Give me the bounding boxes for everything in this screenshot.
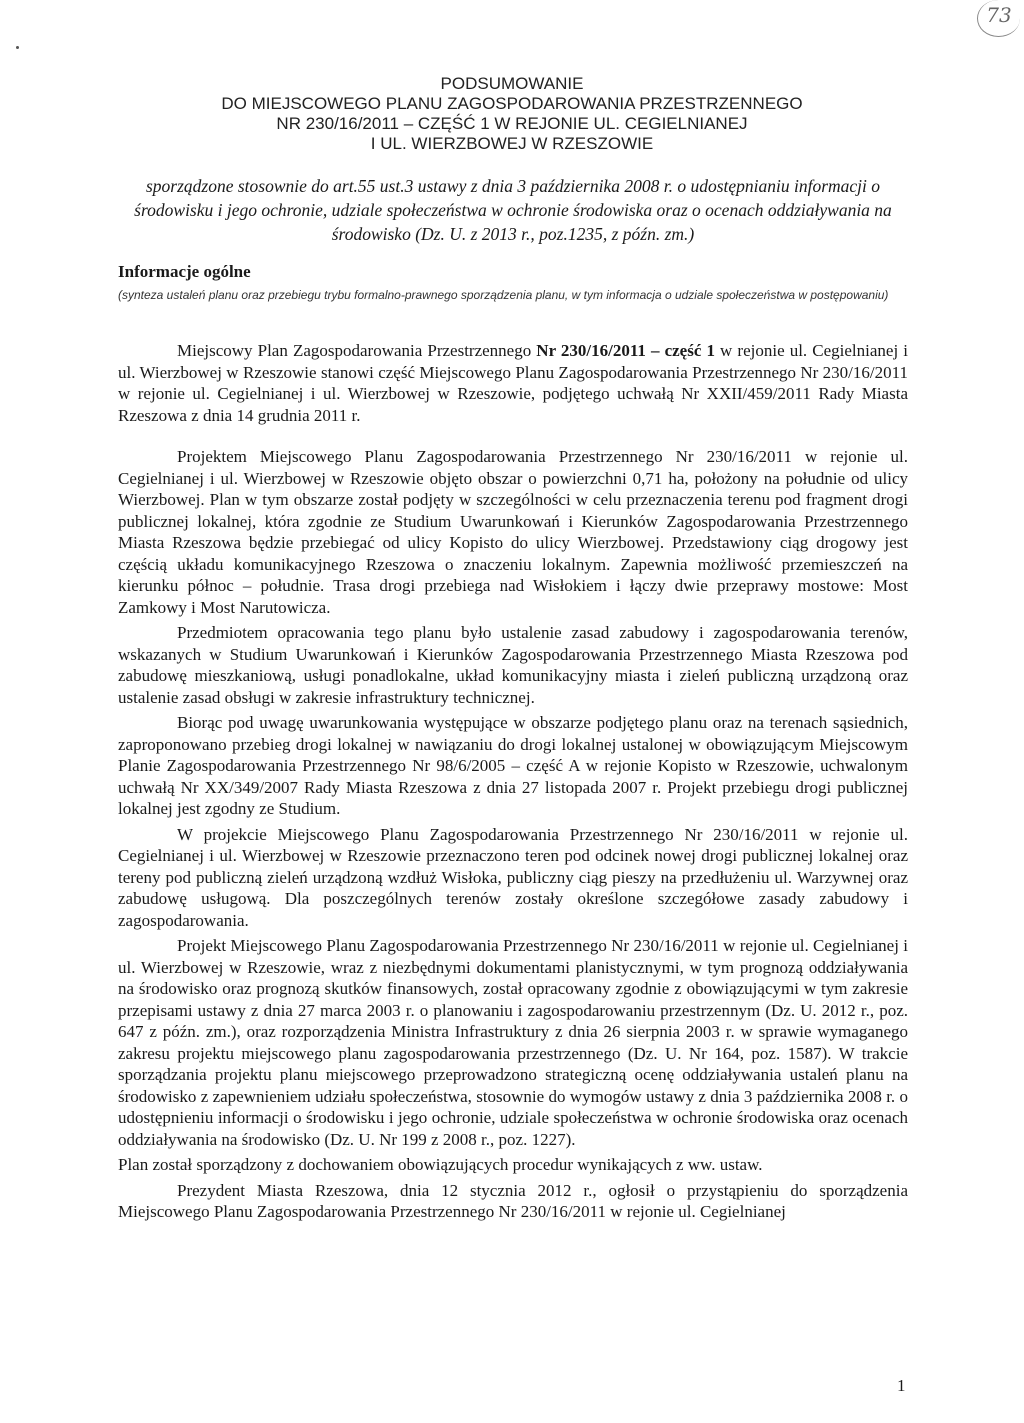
paragraph-7: Plan został sporządzony z dochowaniem obowiązujących procedur wynikających z ww. ustaw.	[118, 1155, 763, 1174]
paragraph-1-text: Miejscowy Plan Zagospodarowania Przestrzennego	[177, 341, 537, 360]
paragraph-6: Projekt Miejscowego Planu Zagospodarowania Przestrzennego Nr 230/16/2011 w rejonie ul. Cegielnianej i ul. Wierzbowej w Rzeszowie, wraz z niezbędnymi dokumentami planistycznymi, w tym prognozą oddziaływania na środowisko oraz prognozą skutków finansowych, został opracowany zgodnie z obowiązującymi w tym zakresie przepisami ustawy z dnia 27 marca 2003 r. o planowaniu i zagospodarowaniu przestrzennym (Dz. U. 2012 r., poz. 647 z późn. zm.), oraz rozporządzenia Ministra Infrastruktury z dnia 26 sierpnia 2003 r. w sprawie wymaganego zakresu projektu miejscowego planu zagospodarowania przestrzennego (Dz. U. Nr 164, poz. 1587). W trakcie sporządzania projektu planu miejscowego przeprowadzono strategiczną ocenę oddziaływania ustaleń planu na środowisko z zapewnieniem udziału społeczeństwa, stosownie do wymogów ustawy z dnia 3 października 2008 r. o udostępnieniu informacji o środowisku i jego ochronie, udziale społeczeństwa w ochronie środowiska oraz ocenach oddziaływania na środowisko (Dz. U. Nr 199 z 2008 r., poz. 1227).	[118, 936, 908, 1149]
legal-basis: sporządzone stosownie do art.55 ust.3 ustawy z dnia 3 października 2008 r. o udostępnianiu informacji o środowisku i jego ochronie, udziale społeczeństwa w ochronie środowiska oraz o ocenach oddziaływania na środowisko (Dz. U. z 2013 r., poz.1235, z późn. zm.)	[134, 176, 892, 244]
document-body	[118, 340, 908, 1227]
section-subtitle: (synteza ustaleń planu oraz przebiegu trybu formalno-prawnego sporządzenia planu, w tym informacja o udziale społeczeństwa w postępowaniu)	[118, 288, 889, 302]
paragraph-5: W projekcie Miejscowego Planu Zagospodarowania Przestrzennego Nr 230/16/2011 w rejonie ul. Cegielnianej i ul. Wierzbowej w Rzeszowie przeznaczono teren pod odcinek nowej drogi publicznej lokalnej oraz tereny pod publiczną zieleń urządzoną wzdłuż Wisłoka, publiczny ciąg pieszy na przedłużeniu ul. Warzywnej oraz zabudowę usługową. Dla poszczególnych terenów zostały określone szczegółowe zasady zabudowy i zagospodarowania.	[118, 824, 908, 930]
paragraph-3: Przedmiotem opracowania tego planu było ustalenie zasad zabudowy i zagospodarowania terenów, wskazanych w Studium Uwarunkowań i Kierunków Zagospodarowania Przestrzennego Miasta Rzeszowa pod zabudowę mieszkaniową, usługi ponadlokalne, układ komunikacyjny miasta i zieleń publiczną urządzoną oraz ustalenie zasad obsługi w zakresie infrastruktury technicznej.	[118, 623, 908, 707]
paragraph-1-text-cont: w rejonie ul. Cegielnianej i ul. Wierzbowej w Rzeszowie stanowi część Miejscowego Planu Zagospodarowania Przestrzennego Nr 230/16/2011 w rejonie ul. Cegielnianej i ul. Wierzbowej w Rzeszowie, podjętego uchwałą Nr XXII/459/2011 Rady Miasta Rzeszowa z dnia 14 grudnia 2011 r.	[118, 341, 908, 425]
handwritten-folio-mark: 73	[977, 0, 1020, 37]
header-line-4: I UL. WIERZBOWEJ W RZESZOWIE	[370, 134, 654, 153]
paragraph-1	[118, 340, 908, 426]
header-line-3: NR 230/16/2011 – CZĘŚĆ 1 W REJONIE UL. CEGIELNIANEJ	[276, 114, 748, 133]
scan-speck	[16, 46, 19, 49]
plan-number-bold: Nr 230/16/2011 – część 1	[536, 341, 715, 360]
header-line-2: DO MIEJSCOWEGO PLANU ZAGOSPODAROWANIA PRZESTRZENNEGO	[221, 94, 803, 113]
header-title: PODSUMOWANIE	[440, 74, 584, 93]
document-header	[0, 74, 1024, 154]
paragraph-4: Biorąc pod uwagę uwarunkowania występujące w obszarze podjętego planu oraz na terenach sąsiednich, zaproponowano przebieg drogi lokalnej w nawiązaniu do drogi lokalnej ustalonej w obowiązującym Miejscowym Planie Zagospodarowania Przestrzennego Nr 98/6/2005 – część A w rejonie Kopisto w Rzeszowie, uchwalonym uchwałą Nr XX/349/2007 Rady Miasta Rzeszowa z dnia 27 listopada 2007 r. Projekt przebiegu drogi publicznej lokalnej jest zgodny ze Studium.	[118, 713, 908, 818]
paragraph-2: Projektem Miejscowego Planu Zagospodarowania Przestrzennego Nr 230/16/2011 w rejonie ul. Cegielnianej i ul. Wierzbowej w Rzeszowie objęto obszar o powierzchni 0,71 ha, położony na południe od ulicy Wierzbowej. Plan w tym obszarze został podjęty w szczególności w celu przeznaczenia terenu pod fragment drogi publicznej lokalnej, która zgodnie ze Studium Uwarunkowań i Kierunków Zagospodarowania Przestrzennego Miasta Rzeszowa będzie przebiegać od ulicy Kopisto do ulicy Wierzbowej. Przedstawiony ciąg drogowy jest częścią układu komunikacyjnego Rzeszowa o znaczeniu lokalnym. Zapewnia możliwość przemieszczeń na kierunku północ – południe. Trasa drogi przebiega nad Wisłokiem i łączy dwie przeprawy mostowe: Most Zamkowy i Most Narutowicza.	[118, 447, 908, 617]
paragraph-8: Prezydent Miasta Rzeszowa, dnia 12 stycznia 2012 r., ogłosił o przystąpieniu do sporządzenia Miejscowego Planu Zagospodarowania Przestrzennego Nr 230/16/2011 w rejonie ul. Cegielnianej	[118, 1180, 908, 1221]
section-title: Informacje ogólne	[118, 262, 251, 281]
page-number: 1	[897, 1376, 906, 1395]
